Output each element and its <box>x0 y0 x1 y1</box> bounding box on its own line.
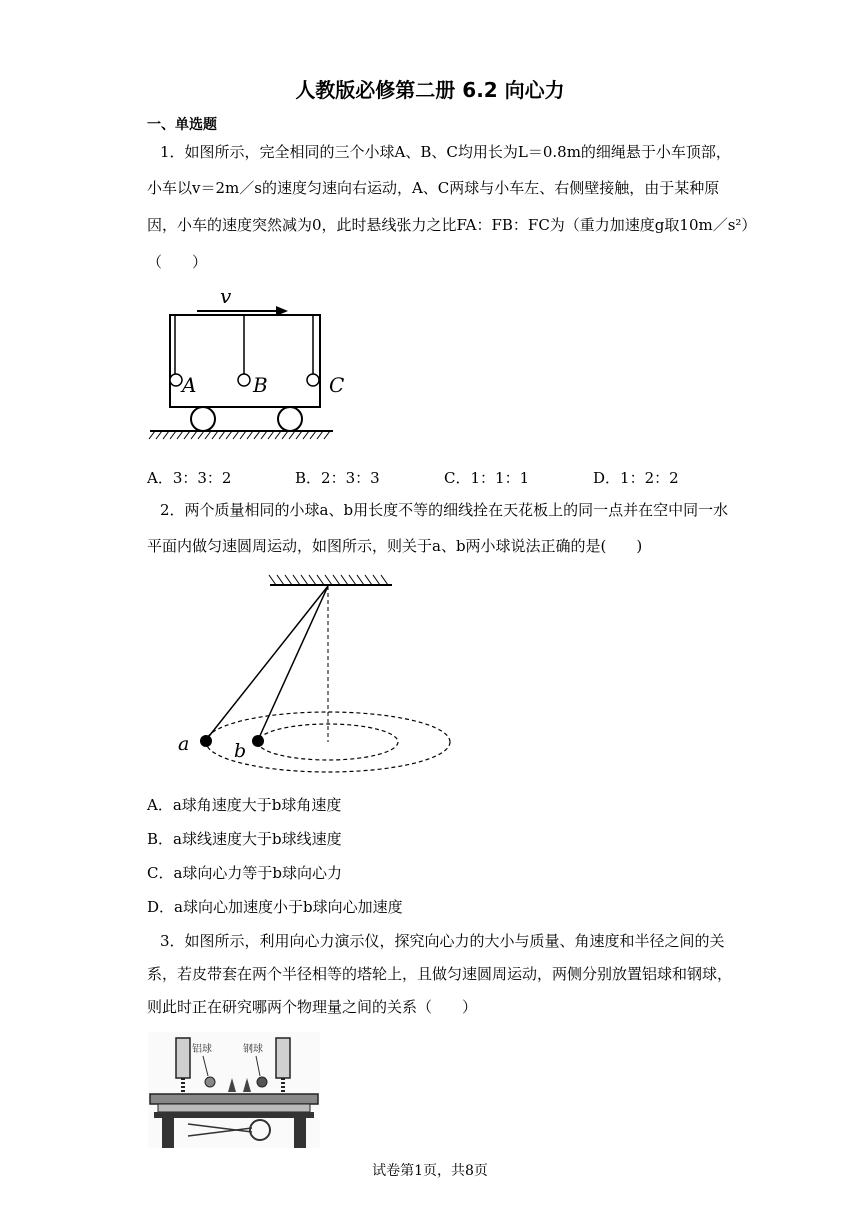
section-heading: 一、单选题 <box>147 117 217 133</box>
q1-line-1: 1．如图所示，完全相同的三个小球A、B、C均用长为L＝0.8m的细绳悬于小车顶部， <box>160 143 731 161</box>
ball-b <box>252 735 264 747</box>
wheel-left <box>191 407 215 431</box>
ceiling-hatch <box>269 575 388 585</box>
steel-ball <box>257 1077 267 1087</box>
q3-line-1: 3．如图所示，利用向心力演示仪，探究向心力的大小与质量、角速度和半径之间的关 <box>160 932 725 950</box>
label-b: b <box>234 740 247 762</box>
ball-a <box>170 374 182 386</box>
page-footer: 试卷第1页，共8页 <box>372 1163 488 1179</box>
q3-line-2: 系，若皮带套在两个半径相等的塔轮上，且做匀速圆周运动，两侧分别放置铝球和钢球， <box>147 965 733 983</box>
label-c: C <box>329 373 345 397</box>
velocity-label: v <box>220 285 232 308</box>
q2-option-a: A．a球角速度大于b球角速度 <box>147 796 342 814</box>
aluminum-ball <box>205 1077 215 1087</box>
q1-answer-paren: （ ） <box>147 253 208 271</box>
pendulum-figure <box>170 570 470 785</box>
steel-ball-label: 钢球 <box>243 1044 263 1055</box>
q1-line-3: 因，小车的速度突然减为0，此时悬线张力之比FA：FB：FC为（重力加速度g取10m／s²） <box>147 216 757 234</box>
ball-c <box>307 374 319 386</box>
ground-hatch <box>149 431 330 439</box>
ball-a <box>200 735 212 747</box>
centripetal-apparatus-photo <box>148 1032 320 1148</box>
q1-line-2: 小车以v＝2m／s的速度匀速向右运动，A、C两球与小车左、右侧壁接触，由于某种原 <box>147 179 720 197</box>
q1-option-a: A．3：3：2 <box>147 469 232 487</box>
q2-option-c: C．a球向心力等于b球向心力 <box>147 864 343 882</box>
page-title: 人教版必修第二册 6.2 向心力 <box>295 78 565 102</box>
q1-option-b: B．2：3：3 <box>295 469 380 487</box>
q3-line-3: 则此时正在研究哪两个物理量之间的关系（ ） <box>147 998 478 1016</box>
q2-line-2: 平面内做匀速圆周运动，如图所示，则关于a、b两小球说法正确的是( ) <box>147 537 643 555</box>
cart-figure <box>145 285 345 440</box>
label-b: B <box>253 373 268 397</box>
label-a: a <box>178 733 190 755</box>
q1-option-c: C．1：1：1 <box>444 469 530 487</box>
q1-option-d: D．1：2：2 <box>593 469 679 487</box>
wheel-right <box>278 407 302 431</box>
q2-line-1: 2．两个质量相同的小球a、b用长度不等的细线拴在天花板上的同一点并在空中同一水 <box>160 501 729 519</box>
q2-option-b: B．a球线速度大于b球线速度 <box>147 830 342 848</box>
q2-option-d: D．a球向心加速度小于b球向心加速度 <box>147 898 403 916</box>
aluminum-ball-label: 铝球 <box>192 1044 212 1055</box>
label-a: A <box>182 373 197 397</box>
ball-b <box>238 374 250 386</box>
